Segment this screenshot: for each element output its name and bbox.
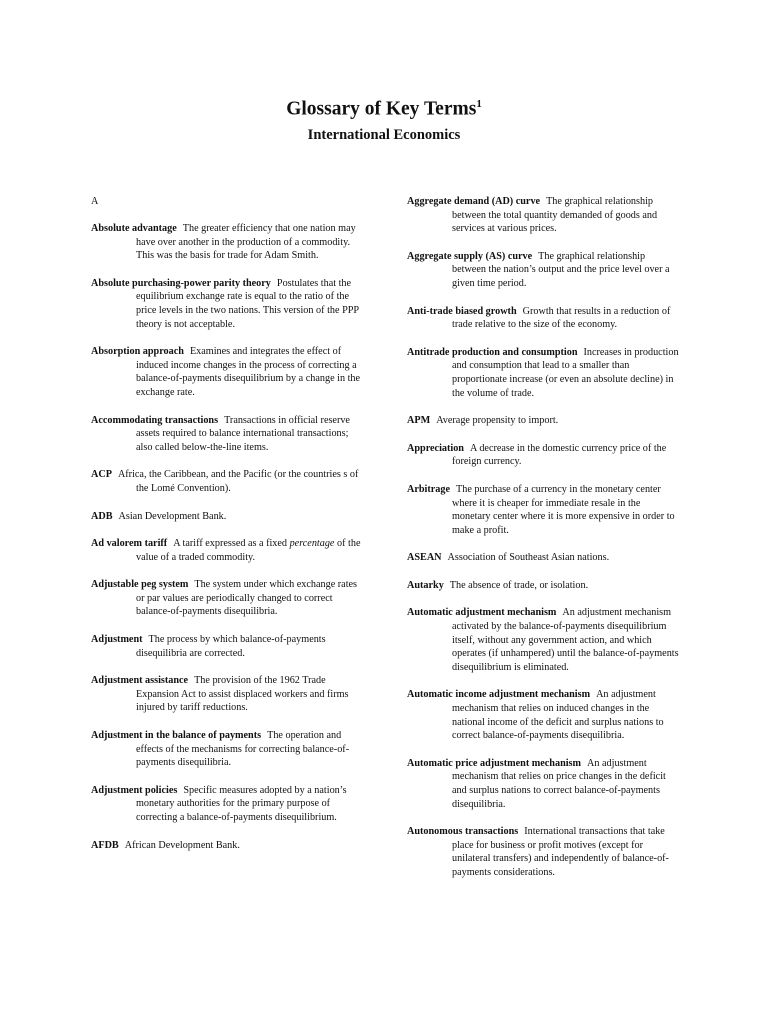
glossary-entry	[91, 537, 363, 564]
glossary-definition: Examines and integrates the effect of induced income changes in the process of correcting a balance-of-payments disequilibrium by a change in the exchange rate.	[136, 346, 361, 398]
glossary-definition: Increases in production and consumption that lead to a smaller than proportionate increase (or even an absolute decline) in the volume of trade.	[452, 346, 679, 399]
glossary-entry	[91, 468, 363, 495]
glossary-entry	[407, 414, 679, 428]
glossary-term: Adjustable peg system	[91, 579, 189, 591]
glossary-term: Absolute purchasing-power parity theory	[91, 277, 271, 289]
glossary-entry	[407, 250, 679, 291]
glossary-definition: Asian Development Bank.	[118, 510, 227, 522]
title-block	[0, 92, 768, 145]
glossary-definition: Postulates that the equilibrium exchange rate is equal to the ratio of the price levels in the two nations. This version of the PPP theory is not acceptable.	[136, 277, 359, 330]
glossary-entry	[91, 633, 363, 660]
footnote-mark: 1	[476, 98, 482, 110]
glossary-definition: A decrease in the domestic currency price of the foreign currency.	[452, 442, 667, 468]
glossary-term: Adjustment	[91, 634, 143, 646]
glossary-term: Aggregate demand (AD) curve	[407, 196, 541, 207]
glossary-definition: The provision of the 1962 Trade Expansion Act to assist displaced workers and firms injured by tariff reductions.	[136, 675, 349, 714]
glossary-entry	[407, 688, 679, 742]
glossary-definition: of the value of a traded commodity.	[136, 538, 361, 563]
glossary-term: Adjustment assistance	[91, 675, 189, 687]
glossary-entry	[91, 277, 363, 331]
glossary-entry	[91, 839, 363, 853]
glossary-definition: International transactions that take place for business or profit motives (except for unilateral transfers) and independently of balance-of-payments considerations.	[452, 826, 669, 878]
section-letter: A	[91, 196, 99, 207]
glossary-definition: African Development Bank.	[124, 839, 240, 851]
glossary-term: Adjustment policies	[91, 784, 178, 796]
glossary-term: ADB	[91, 510, 113, 522]
glossary-definition: Average propensity to import.	[436, 415, 559, 427]
glossary-term: Automatic price adjustment mechanism	[407, 757, 582, 769]
glossary-term: APM	[407, 415, 431, 427]
glossary-definition: The process by which balance-of-payments disequilibria are corrected.	[136, 634, 326, 659]
glossary-definition: An adjustment mechanism that relies on induced changes in the national income of the deficit and surplus nations to correct balance-of-payments disequilibria.	[452, 689, 664, 742]
glossary-term: Anti-trade biased growth	[407, 305, 517, 317]
glossary-definition: The graphical relationship between the nation’s output and the price level over a given time period.	[452, 250, 670, 289]
glossary-term: Accommodating transactions	[91, 414, 219, 426]
glossary-definition: The purchase of a currency in the monetary center where it is cheaper for immediate resale in the monetary center where it is more expensive in order to make a profit.	[452, 483, 675, 536]
glossary-definition: Growth that results in a reduction of trade relative to the size of the economy.	[452, 305, 671, 331]
glossary-entry	[407, 606, 679, 674]
glossary-entry	[91, 222, 363, 263]
glossary-entry	[407, 551, 679, 565]
glossary-definition-emphasis: percentage	[289, 538, 335, 550]
right-column	[407, 195, 679, 894]
glossary-entry	[91, 578, 363, 619]
page-subtitle: International Economics	[307, 126, 461, 143]
glossary-entry	[91, 414, 363, 455]
glossary-definition: The system under which exchange rates or par values are periodically changed to correct balance-of-payments disequilibria.	[136, 579, 358, 618]
glossary-term: Aggregate supply (AS) curve	[407, 250, 533, 262]
glossary-entry	[407, 825, 679, 879]
glossary-entry	[407, 305, 679, 332]
glossary-definition: Association of Southeast Asian nations.	[447, 552, 610, 564]
glossary-definition: The absence of trade, or isolation.	[449, 579, 589, 591]
right-entries	[407, 195, 679, 880]
glossary-entry	[91, 674, 363, 715]
glossary-definition: The operation and effects of the mechanisms for correcting balance-of-payments disequilibria.	[136, 730, 350, 769]
glossary-entry	[407, 442, 679, 469]
glossary-term: Ad valorem tariff	[91, 538, 168, 550]
glossary-entry	[91, 510, 363, 524]
glossary-entry	[407, 579, 679, 593]
glossary-term: Autarky	[407, 579, 444, 591]
glossary-definition: A tariff expressed as a fixed	[173, 538, 290, 550]
glossary-definition: Transactions in official reserve assets required to balance international transactions; also called below-the-line items.	[136, 414, 350, 453]
glossary-term: Antitrade production and consumption	[407, 346, 578, 358]
glossary-entry	[407, 757, 679, 811]
glossary-entry	[407, 195, 679, 236]
glossary-term: ACP	[91, 469, 112, 481]
glossary-term: Autonomous transactions	[407, 826, 519, 838]
glossary-term: Adjustment in the balance of payments	[91, 730, 262, 742]
glossary-entry	[91, 729, 363, 770]
glossary-definition: An adjustment mechanism activated by the balance-of-payments disequilibrium itself, without any government action, and which operates (if unhampered) until the balance-of-payments disequilibrium is eliminated.	[452, 607, 679, 673]
left-entries	[91, 222, 363, 852]
page-title-text: Glossary of Key Terms	[286, 98, 477, 120]
glossary-term: Absolute advantage	[91, 223, 177, 234]
glossary-entry	[407, 483, 679, 537]
left-column	[91, 195, 363, 866]
glossary-term: ASEAN	[407, 552, 442, 564]
glossary-term: Arbitrage	[407, 483, 450, 495]
page-title	[0, 92, 768, 122]
glossary-definition: The greater efficiency that one nation may have over another in the production of a commodity. This was the basis for trade for Adam Smith.	[136, 223, 356, 262]
glossary-definition: The graphical relationship between the total quantity demanded of goods and services at various prices.	[452, 196, 658, 235]
glossary-definition: Africa, the Caribbean, and the Pacific (or the countries s of the Lomé Convention).	[117, 469, 359, 494]
glossary-definition: Specific measures adopted by a nation’s monetary authorities for the primary purpose of correcting a balance-of-payments disequilibrium.	[136, 784, 347, 823]
glossary-entry	[91, 784, 363, 825]
glossary-term: Automatic income adjustment mechanism	[407, 689, 591, 701]
glossary-entry	[91, 345, 363, 399]
glossary-entry	[407, 346, 679, 400]
glossary-term: Automatic adjustment mechanism	[407, 607, 557, 619]
glossary-term: AFDB	[91, 839, 119, 851]
glossary-term: Appreciation	[407, 442, 464, 454]
glossary-definition: An adjustment mechanism that relies on price changes in the deficit and surplus nations to correct balance-of-payments disequilibria.	[452, 757, 666, 810]
glossary-term: Absorption approach	[91, 346, 184, 358]
